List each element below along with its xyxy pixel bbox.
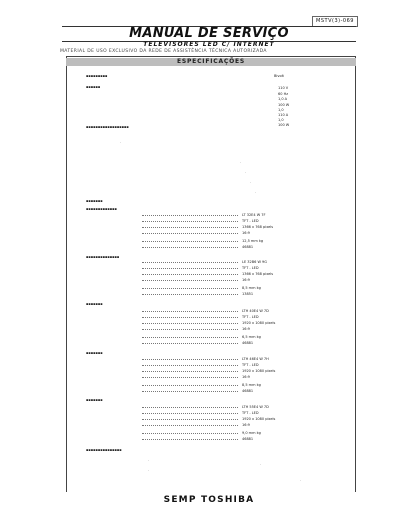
- faint-mark: ·: [240, 160, 242, 165]
- leader-dots: [142, 288, 238, 289]
- model-value: 16:9: [242, 327, 250, 331]
- spec-value: 1,0: [278, 108, 284, 112]
- leader-dots: [142, 294, 238, 295]
- leader-dots: [142, 311, 238, 312]
- leader-dots: [142, 385, 238, 386]
- model-value: LE 32B6 W 9G: [242, 260, 267, 264]
- leader-dots: [142, 329, 238, 330]
- leader-dots: [142, 425, 238, 426]
- model-value: TFT - LED: [242, 411, 259, 415]
- leader-dots: [142, 371, 238, 372]
- spec-value: 100 W: [278, 123, 290, 127]
- leader-dots: [142, 419, 238, 420]
- model-value: TFT - LED: [242, 266, 259, 270]
- leader-dots: [142, 439, 238, 440]
- title-bar: [62, 26, 356, 42]
- brand-logo: SEMP TOSHIBA: [163, 495, 255, 505]
- leader-dots: [142, 359, 238, 360]
- faint-mark: ·: [245, 170, 247, 175]
- leader-dots: [142, 274, 238, 275]
- spec-value: 110 V: [278, 86, 289, 90]
- model-value: 6,5 mm kg: [242, 335, 261, 339]
- spec-label-mark: ▪▪▪▪▪▪▪▪▪: [86, 74, 108, 78]
- specs-section-title: ESPECIFICAÇÕES: [66, 58, 356, 66]
- faint-mark: ·: [255, 190, 257, 195]
- spec-label-mark: ▪▪▪▪▪▪▪▪▪▪▪▪▪▪▪▪▪▪: [86, 125, 129, 129]
- model-value: LT 32E4 W 7F: [242, 213, 266, 217]
- leader-dots: [142, 268, 238, 269]
- spec-value: 100 W: [278, 103, 290, 107]
- faint-mark: ·: [148, 458, 150, 463]
- faint-mark: ·: [300, 478, 302, 483]
- model-value: 16:9: [242, 375, 250, 379]
- model-value: 1920 x 1080 pixels: [242, 417, 276, 421]
- model-value: 1920 x 1080 pixels: [242, 321, 276, 325]
- spec-label-mark: ▪▪▪▪▪▪▪: [86, 351, 103, 355]
- model-value: 13851: [242, 292, 254, 296]
- leader-dots: [142, 247, 238, 248]
- leader-dots: [142, 323, 238, 324]
- model-value: 1366 x 768 pixels: [242, 272, 274, 276]
- spec-label-mark: ▪▪▪▪▪▪▪: [86, 398, 103, 402]
- exclusive-use-note: MATERIAL DE USO EXCLUSIVO DA REDE DE ASSISTÊNCIA TÉCNICA AUTORIZADA: [60, 49, 267, 54]
- model-value: 46881: [242, 437, 254, 441]
- spec-label-mark: ▪▪▪▪▪▪▪: [86, 302, 103, 306]
- spec-value: 110 A: [278, 113, 289, 117]
- page-title: MANUAL DE SERVIÇO: [129, 26, 289, 41]
- model-value: 16:9: [242, 423, 250, 427]
- leader-dots: [142, 262, 238, 263]
- leader-dots: [142, 233, 238, 234]
- leader-dots: [142, 227, 238, 228]
- leader-dots: [142, 365, 238, 366]
- model-value: LTH 40E4 W 7D: [242, 309, 269, 313]
- model-value: 46881: [242, 389, 254, 393]
- leader-dots: [142, 391, 238, 392]
- page-subtitle: TELEVISORES LED C/ INTERNET: [143, 41, 275, 48]
- spec-label-mark: ▪▪▪▪▪▪▪▪▪▪▪▪▪▪: [86, 255, 120, 259]
- faint-mark: ·: [120, 140, 122, 145]
- leader-dots: [142, 413, 238, 414]
- model-value: LTH 55E4 W 7D: [242, 405, 269, 409]
- model-value: TFT - LED: [242, 315, 259, 319]
- model-value: 46881: [242, 341, 254, 345]
- spec-label-mark: ▪▪▪▪▪▪: [86, 85, 101, 89]
- model-value: 8,5 mm kg: [242, 383, 261, 387]
- model-value: 8,5 mm kg: [242, 286, 261, 290]
- model-value: LTH 46E4 W 7H: [242, 357, 269, 361]
- leader-dots: [142, 280, 238, 281]
- faint-mark: ·: [250, 180, 252, 185]
- leader-dots: [142, 221, 238, 222]
- spec-value: 60 Hz: [278, 92, 289, 96]
- leader-dots: [142, 215, 238, 216]
- faint-mark: ·: [148, 468, 150, 473]
- leader-dots: [142, 241, 238, 242]
- leader-dots: [142, 377, 238, 378]
- leader-dots: [142, 317, 238, 318]
- spec-value: 1,0: [278, 118, 284, 122]
- spec-value: 1,0 A: [278, 97, 288, 101]
- leader-dots: [142, 343, 238, 344]
- leader-dots: [142, 337, 238, 338]
- model-value: 1920 x 1080 pixels: [242, 369, 276, 373]
- spec-label-mark: ▪▪▪▪▪▪▪▪▪▪▪▪▪: [86, 207, 117, 211]
- faint-mark: ·: [260, 462, 262, 467]
- spec-label-mark: ▪▪▪▪▪▪▪: [86, 199, 103, 203]
- leader-dots: [142, 433, 238, 434]
- model-value: 1366 x 768 pixels: [242, 225, 274, 229]
- leader-dots: [142, 407, 238, 408]
- model-value: 16:9: [242, 278, 250, 282]
- model-value: TFT - LED: [242, 219, 259, 223]
- spec-value-supply: Bivolt: [274, 74, 284, 78]
- document-code: MSTV(3)-069: [312, 16, 358, 27]
- model-value: 46881: [242, 245, 254, 249]
- model-value: 9,0 mm kg: [242, 431, 261, 435]
- model-value: 12,5 mm kg: [242, 239, 264, 243]
- model-value: 16:9: [242, 231, 250, 235]
- spec-label-mark: ▪▪▪▪▪▪▪▪▪▪▪▪▪▪▪: [86, 448, 122, 452]
- model-value: TFT - LED: [242, 363, 259, 367]
